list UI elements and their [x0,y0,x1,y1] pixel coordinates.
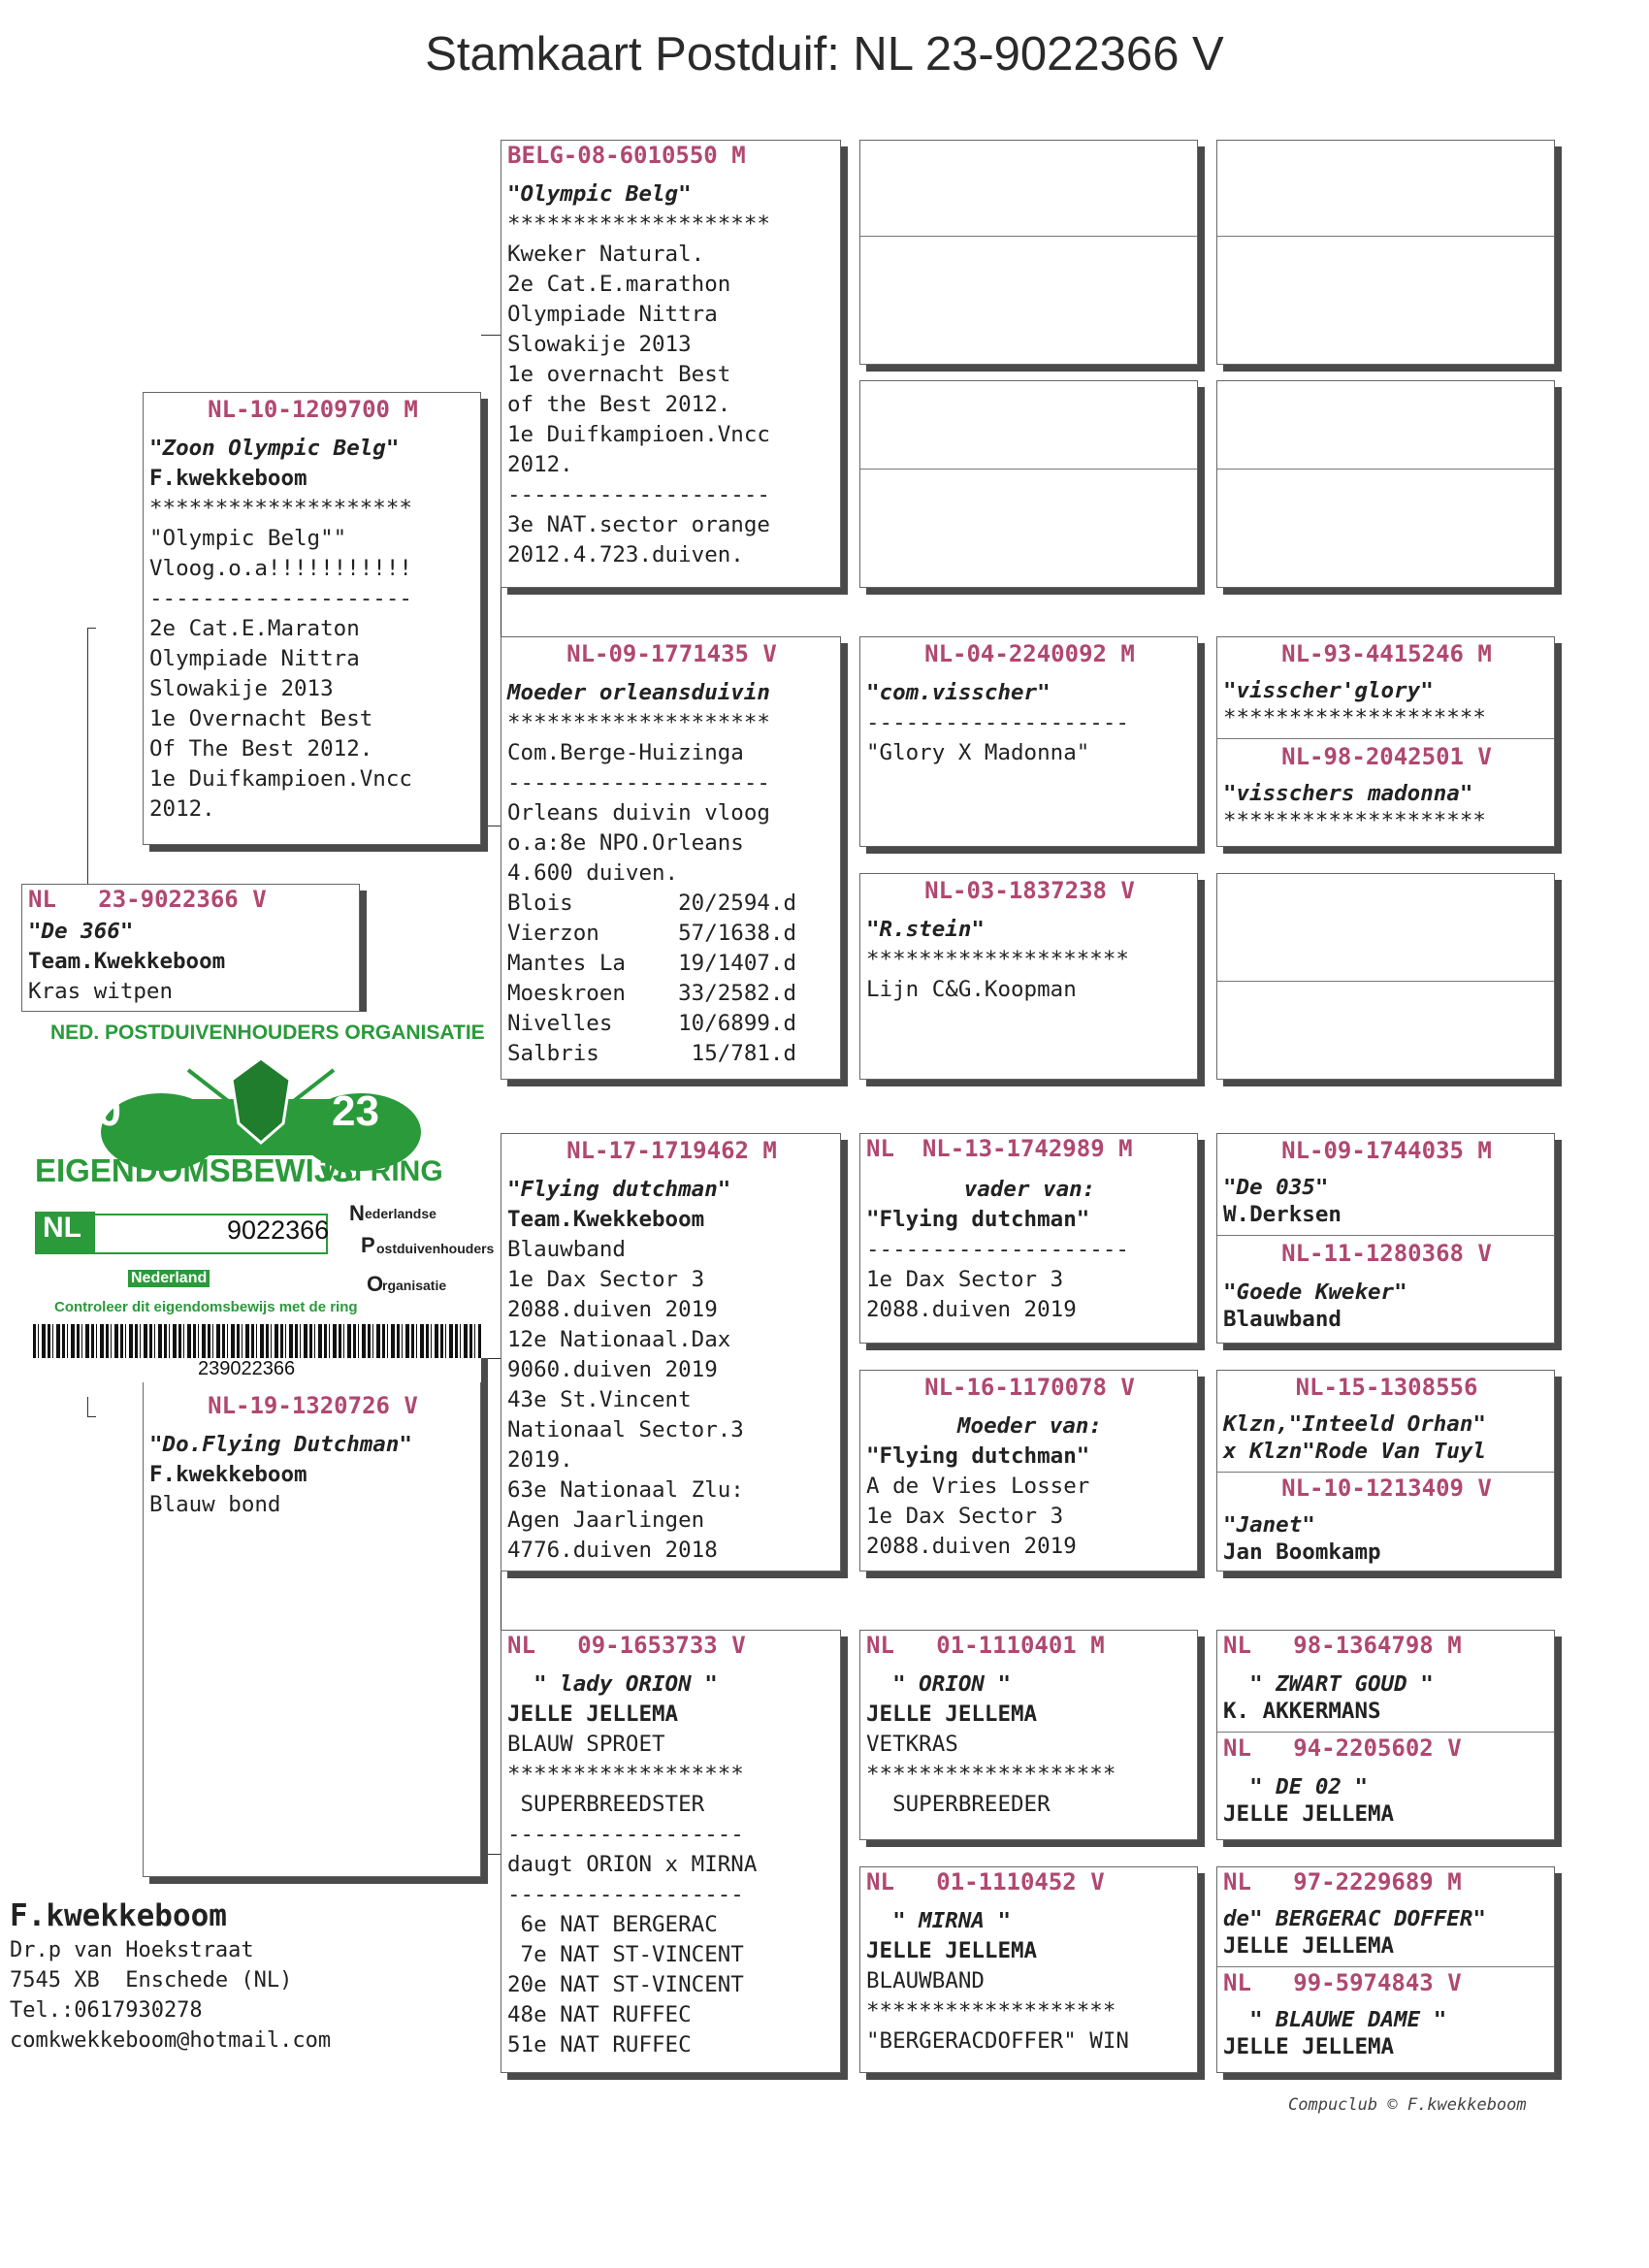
card-notice: Controleer dit eigendomsbewijs met de ring [54,1299,358,1315]
mm-line: 6e NAT BERGERAC [507,1912,718,1937]
fm-line: Moeskroen 33/2582.d [507,981,797,1006]
mm-box [501,1630,841,2073]
mmm-box [859,1866,1198,2073]
fffm-box [1216,380,1555,588]
mfm-f-name: Klzn,"Inteeld Orhan" [1223,1411,1486,1437]
mm-name: " lady ORION " [507,1671,718,1697]
mm-ring: 09-1653733 V [577,1632,746,1659]
mother-ring: NL-19-1320726 V [208,1392,418,1419]
fmf-f-line: ******************** [1223,705,1486,730]
mm-line: BLAUW SPROET [507,1732,665,1757]
mff-line: 2088.duiven 2019 [866,1297,1077,1322]
mother-box [143,1351,481,1877]
mmm-ring: 01-1110452 V [936,1868,1105,1895]
mff-m-name: "Goede Kweker" [1223,1280,1407,1305]
footer-credit: Compuclub © F.kwekkeboom [1288,2095,1527,2115]
fmf-ring: NL-04-2240092 M [924,640,1135,667]
mff-parents-box [1216,1133,1555,1344]
mother-owner: F.kwekkeboom [149,1462,307,1487]
card-barcode-number: 239022366 [198,1358,296,1379]
owner-line: 7545 XB Enschede (NL) [10,1968,293,1993]
mmf-line: SUPERBREEDER [866,1792,1051,1817]
mf-box [501,1133,841,1571]
father-line: F.kwekkeboom [149,466,307,491]
mmm-m-name: " BLAUWE DAME " [1223,2007,1447,2032]
connector-father-parents [481,335,501,826]
mmm-line: BLAUWBAND [866,1968,985,1993]
card-sub: Nederland [128,1270,210,1287]
father-line: Vloog.o.a!!!!!!!!!!! [149,556,412,581]
mm-line: SUPERBREEDSTER [507,1792,705,1817]
ff-line: 1e overnacht Best [507,362,731,387]
mff-m-line: Blauwband [1223,1307,1342,1332]
mfm-line: 2088.duiven 2019 [866,1534,1077,1559]
npo-line: ederlandse [365,1206,436,1221]
connector-mother [87,1397,96,1417]
ff-line: 2e Cat.E.marathon [507,272,731,297]
mm-ring-prefix: NL [507,1632,535,1659]
mf-line: 2019. [507,1447,573,1473]
mff-f-ring: NL-09-1744035 M [1281,1137,1492,1164]
ff-line: Olympiade Nittra [507,302,718,327]
mfm-box [859,1370,1198,1571]
ff-line: 2012.4.723.duiven. [507,542,744,567]
fmf-name: "com.visscher" [866,680,1051,705]
mf-name: "Flying dutchman" [507,1177,731,1202]
mmm-m-ring-prefix: NL [1223,1969,1251,1996]
mff-line: -------------------- [866,1237,1129,1262]
pigeon-color: Kras witpen [28,979,174,1004]
mmm-line: ******************* [866,1998,1116,2024]
father-line: 2e Cat.E.Maraton [149,616,360,641]
npo-letter-o: O [367,1272,384,1296]
mmf-f-line: K. AKKERMANS [1223,1699,1381,1724]
mf-line: 4776.duiven 2018 [507,1538,718,1563]
mmm-line: JELLE JELLEMA [866,1938,1038,1963]
connector-mother-parents [481,1358,501,1855]
mff-line: "Flying dutchman" [866,1207,1090,1232]
fm-line: Nivelles 10/6899.d [507,1011,797,1036]
mf-line: Blauwband [507,1237,626,1262]
mmf-m-ring-prefix: NL [1223,1734,1251,1762]
father-name: "Zoon Olympic Belg" [149,436,400,461]
father-line: 2012. [149,796,215,822]
mmf-parents-box [1216,1630,1555,1840]
fm-line: Vierzon 57/1638.d [507,921,797,946]
ring-prefix: NL [28,886,56,913]
card-year-right: 23 [332,1087,379,1135]
mfm-name: Moeder van: [956,1413,1102,1439]
ff-line: ******************** [507,211,770,237]
mfm-m-ring: NL-10-1213409 V [1281,1474,1492,1502]
ff-line: Kweker Natural. [507,242,705,267]
fm-line: -------------------- [507,770,770,795]
father-box [143,392,481,845]
ffm-box [859,380,1198,588]
mm-line: JELLE JELLEMA [507,1701,679,1727]
father-line: 1e Duifkampioen.Vncc [149,766,412,792]
mm-line: daugt ORION x MIRNA [507,1852,758,1877]
page-title: Stamkaart Postduif: NL 23-9022366 V [425,28,1224,81]
owner-block [10,1896,331,2056]
mff-m-ring: NL-11-1280368 V [1281,1240,1492,1267]
mmm-f-name: de" BERGERAC DOFFER" [1223,1906,1486,1931]
mff-box [859,1133,1198,1344]
fm-name: Moeder orleansduivin [507,680,770,705]
mf-line: 9060.duiven 2019 [507,1357,718,1382]
mff-ring: NL-13-1742989 M [922,1135,1133,1162]
mfm-f-ring: NL-15-1308556 [1295,1374,1478,1401]
card-year-left: 20 [74,1087,121,1135]
mm-line: 20e NAT ST-VINCENT [507,1972,744,1997]
mmf-f-name: " ZWART GOUD " [1223,1671,1434,1697]
mf-line: Agen Jaarlingen [507,1507,705,1533]
owner-name: F.kwekkeboom [10,1898,227,1933]
mother-name: "Do.Flying Dutchman" [149,1432,412,1457]
mf-line: Nationaal Sector.3 [507,1417,744,1442]
fmf-m-name: "visschers madonna" [1223,781,1473,806]
mmf-f-ring: 98-1364798 M [1293,1632,1462,1659]
ff-line: of the Best 2012. [507,392,731,417]
mmf-line: VETKRAS [866,1732,958,1757]
mf-ring: NL-17-1719462 M [566,1137,777,1164]
ownership-card [14,1012,495,1382]
mff-ring-prefix: NL [866,1135,894,1162]
fmf-m-ring: NL-98-2042501 V [1281,743,1492,770]
mm-line: 7e NAT ST-VINCENT [507,1942,744,1967]
ff-line: -------------------- [507,482,770,507]
npo-line: ostduivenhouders [376,1241,495,1256]
fm-line: Com.Berge-Huizinga [507,740,744,765]
mf-line: 12e Nationaal.Dax [507,1327,731,1352]
fmm-parents-box [1216,873,1555,1080]
fmf-line: -------------------- [866,710,1129,735]
owner-email: comkwekkeboom@hotmail.com [10,2028,332,2053]
ff-ring: BELG-08-6010550 M [507,142,746,169]
mm-line: 51e NAT RUFFEC [507,2032,692,2057]
mf-line: 2088.duiven 2019 [507,1297,718,1322]
mfm-f-line: x Klzn"Rode Van Tuyl [1223,1439,1486,1464]
barcode-icon [33,1324,481,1358]
mfm-line: 1e Dax Sector 3 [866,1504,1064,1529]
fmm-box [859,873,1198,1080]
fmf-m-line: ******************** [1223,808,1486,833]
card-title: EIGENDOMSBEWIJS [35,1152,354,1188]
owner-line: Dr.p van Hoekstraat [10,1938,254,1962]
mmf-m-ring: 94-2205602 V [1293,1734,1462,1762]
mff-line: 1e Dax Sector 3 [866,1267,1064,1292]
mmm-line: "BERGERACDOFFER" WIN [866,2028,1129,2054]
mmm-f-line: JELLE JELLEMA [1223,1933,1395,1959]
mfm-line: "Flying dutchman" [866,1443,1090,1469]
fmm-line: ******************** [866,947,1129,972]
pigeon-name: "De 366" [28,919,134,944]
mmf-line: ******************* [866,1762,1116,1787]
fmf-f-ring: NL-93-4415246 M [1281,640,1492,667]
mfm-parents-box [1216,1370,1555,1571]
fm-line: Blois 20/2594.d [507,891,797,916]
ff-line: Slowakije 2013 [507,332,692,357]
mfm-ring: NL-16-1170078 V [924,1374,1135,1401]
mmm-f-ring-prefix: NL [1223,1868,1251,1895]
mf-line: Team.Kwekkeboom [507,1207,705,1232]
fmf-f-name: "visscher'glory" [1223,678,1434,703]
owner-line: Tel.:0617930278 [10,1998,203,2023]
fm-line: ******************** [507,710,770,735]
fm-line: Salbris 15/781.d [507,1041,797,1066]
ff-box [501,140,841,588]
mm-line: 48e NAT RUFFEC [507,2002,692,2027]
pigeon-box [21,884,360,1012]
mmf-line: JELLE JELLEMA [866,1701,1038,1727]
fm-line: Mantes La 19/1407.d [507,951,797,976]
fff-box [859,140,1198,365]
fm-line: 4.600 duiven. [507,860,679,886]
mmm-m-line: JELLE JELLEMA [1223,2034,1395,2059]
mf-line: 63e Nationaal Zlu: [507,1477,744,1503]
fm-line: o.a:8e NPO.Orleans [507,830,744,856]
father-line: Slowakije 2013 [149,676,334,701]
mfm-m-name: "Janet" [1223,1512,1315,1538]
father-line: "Olympic Belg"" [149,526,347,551]
mmf-m-name: " DE 02 " [1223,1774,1369,1799]
mff-f-name: "De 035" [1223,1175,1329,1200]
mmm-parents-box [1216,1866,1555,2073]
npo-letter-p: P [361,1233,375,1257]
card-org: NED. POSTDUIVENHOUDERS ORGANISATIE [50,1021,485,1044]
mmm-m-ring: 99-5974843 V [1293,1969,1462,1996]
pigeon-ring: 23-9022366 V [98,886,267,913]
ff-name: "Olympic Belg" [507,181,692,207]
mmm-name: " MIRNA " [866,1908,1012,1933]
mmm-f-ring: 97-2229689 M [1293,1868,1462,1895]
ff-line: 1e Duifkampioen.Vncc [507,422,770,447]
fmf-box [859,636,1198,847]
mmm-ring-prefix: NL [866,1868,894,1895]
npo-letter-n: N [349,1201,365,1225]
mfm-line: A de Vries Losser [866,1474,1090,1499]
mf-line: 1e Dax Sector 3 [507,1267,705,1292]
mm-line: ****************** [507,1762,744,1787]
mmf-f-ring-prefix: NL [1223,1632,1251,1659]
fmm-ring: NL-03-1837238 V [924,877,1135,904]
card-number: 9022366 [227,1215,330,1245]
connector-father [87,628,96,886]
fm-box [501,636,841,1080]
father-line: 1e Overnacht Best [149,706,373,731]
fm-line: Orleans duivin vloog [507,800,770,826]
ffff-box [1216,140,1555,365]
fmf-line: "Glory X Madonna" [866,740,1090,765]
fm-ring: NL-09-1771435 V [566,640,777,667]
father-line: Of The Best 2012. [149,736,373,761]
father-line: ******************** [149,496,412,521]
npo-line: rganisatie [382,1278,447,1293]
pigeon-owner: Team.Kwekkeboom [28,949,226,974]
mff-f-line: W.Derksen [1223,1202,1342,1227]
fmf-parents-box [1216,636,1555,847]
mmf-box [859,1630,1198,1840]
mmf-ring-prefix: NL [866,1632,894,1659]
mmf-name: " ORION " [866,1671,1012,1697]
father-line: -------------------- [149,586,412,611]
mm-line: ------------------ [507,1882,744,1907]
fmm-line: Lijn C&G.Koopman [866,977,1077,1002]
father-ring: NL-10-1209700 M [208,396,418,423]
mfm-m-line: Jan Boomkamp [1223,1539,1381,1565]
mother-color: Blauw bond [149,1492,281,1517]
mm-line: ------------------ [507,1822,744,1847]
card-title-suffix: v/d RING [320,1155,443,1187]
ff-line: 3e NAT.sector orange [507,512,770,537]
fmm-name: "R.stein" [866,917,985,942]
card-country: NL [43,1212,81,1244]
ff-line: 2012. [507,452,573,477]
mmf-ring: 01-1110401 M [936,1632,1105,1659]
father-line: Olympiade Nittra [149,646,360,671]
mf-line: 43e St.Vincent [507,1387,692,1412]
mff-name: vader van: [963,1177,1096,1202]
mmf-m-line: JELLE JELLEMA [1223,1801,1395,1827]
